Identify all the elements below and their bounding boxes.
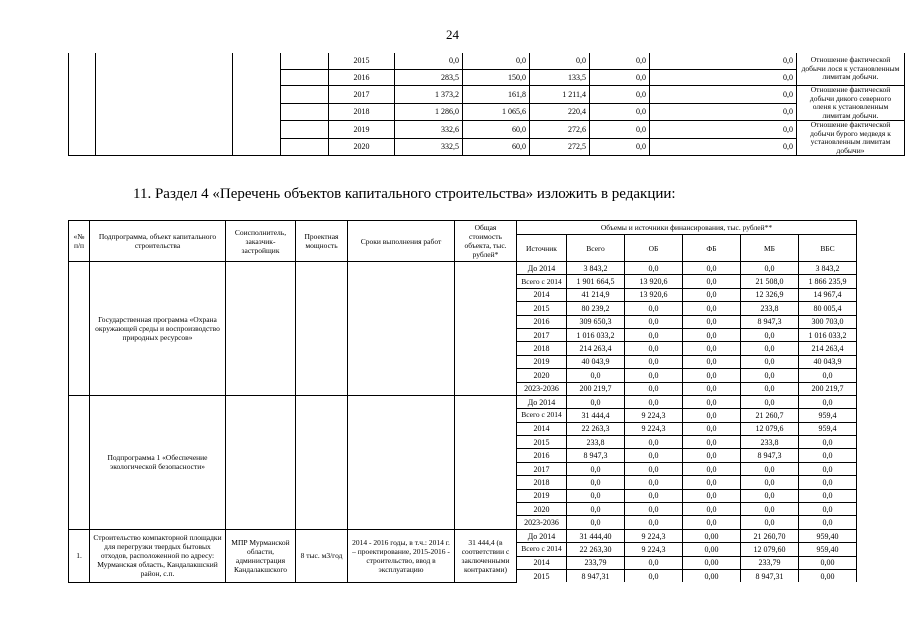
funding-vbs: 1 866 235,9 bbox=[799, 275, 857, 288]
funding-fb: 0,0 bbox=[683, 436, 741, 449]
header-coexec: Соисполнитель, заказчик-застройщик bbox=[226, 221, 296, 262]
funding-vbs: 0,0 bbox=[799, 462, 857, 475]
coexecutor: МПР Мурманской области, администрация Кандалакшского bbox=[226, 529, 296, 582]
funding-vbs: 3 843,2 bbox=[799, 262, 857, 275]
funding-mb: 0,0 bbox=[741, 369, 799, 382]
object-name: Подпрограмма 1 «Обеспечение экологической безопасности» bbox=[90, 395, 226, 529]
funding-mb: 0,0 bbox=[741, 262, 799, 275]
top-value-v3: 272,6 bbox=[530, 121, 590, 139]
funding-row bbox=[69, 529, 857, 542]
funding-source: 2019 bbox=[517, 355, 567, 368]
work-terms: 2014 - 2016 годы, в т.ч.: 2014 г. – проектирование, 2015-2016 - строительство, ввод в эксплуатацию bbox=[348, 529, 455, 582]
funding-fb: 0,0 bbox=[683, 422, 741, 435]
top-empty-cell bbox=[281, 86, 329, 104]
funding-mb: 0,0 bbox=[741, 342, 799, 355]
top-value-v2: 60,0 bbox=[463, 121, 530, 139]
funding-source: 2015 bbox=[517, 569, 567, 582]
object-name: Строительство компакторной площадки для перегрузки твердых бытовых отходов, расположенной по адресу: Мурманская область, Кандалакшский район, с.п. bbox=[90, 529, 226, 582]
funding-mb: 0,0 bbox=[741, 328, 799, 341]
top-note: Отношение фактической добычи лося к установленным лимитам добычи. bbox=[797, 53, 905, 86]
top-value-v4: 0,0 bbox=[590, 138, 650, 156]
funding-source: 2016 bbox=[517, 315, 567, 328]
funding-source: Всего с 2014 bbox=[517, 409, 567, 422]
funding-ob: 0,0 bbox=[625, 262, 683, 275]
funding-vbs: 0,0 bbox=[799, 503, 857, 516]
work-terms bbox=[348, 262, 455, 396]
funding-source: 2023-2036 bbox=[517, 516, 567, 529]
funding-mb: 0,0 bbox=[741, 516, 799, 529]
funding-ob: 0,0 bbox=[625, 436, 683, 449]
total-cost: 31 444,4 (в соответствии с заключенными контрактами) bbox=[455, 529, 517, 582]
funding-total: 0,0 bbox=[567, 462, 625, 475]
funding-total: 0,0 bbox=[567, 395, 625, 408]
funding-mb: 21 260,70 bbox=[741, 529, 799, 542]
funding-total: 1 901 664,5 bbox=[567, 275, 625, 288]
top-value-v4: 0,0 bbox=[590, 53, 650, 69]
header-funding: Объемы и источники финансирования, тыс. рублей** bbox=[517, 221, 857, 235]
funding-total: 8 947,31 bbox=[567, 569, 625, 582]
funding-total: 22 263,3 bbox=[567, 422, 625, 435]
funding-mb: 8 947,31 bbox=[741, 569, 799, 582]
top-value-v3: 133,5 bbox=[530, 69, 590, 86]
top-value-v1: 332,5 bbox=[395, 138, 463, 156]
funding-mb: 0,0 bbox=[741, 395, 799, 408]
top-note: Отношение фактической добычи бурого медведя к установленным лимитам добычи» bbox=[797, 121, 905, 156]
top-value-v1: 0,0 bbox=[395, 53, 463, 69]
row-number bbox=[69, 395, 90, 529]
funding-fb: 0,0 bbox=[683, 328, 741, 341]
funding-total: 31 444,40 bbox=[567, 529, 625, 542]
header-name: Подпрограмма, объект капитального строительства bbox=[90, 221, 226, 262]
top-value-v3: 1 211,4 bbox=[530, 86, 590, 104]
top-value-v3: 272,5 bbox=[530, 138, 590, 156]
funding-source: 2020 bbox=[517, 369, 567, 382]
funding-source: 2015 bbox=[517, 436, 567, 449]
top-value-v5: 0,0 bbox=[650, 121, 797, 139]
funding-source: 2018 bbox=[517, 476, 567, 489]
funding-total: 3 843,2 bbox=[567, 262, 625, 275]
funding-ob: 0,0 bbox=[625, 503, 683, 516]
funding-vbs: 1 016 033,2 bbox=[799, 328, 857, 341]
capacity bbox=[296, 395, 348, 529]
funding-mb: 0,0 bbox=[741, 382, 799, 395]
top-value-v2: 60,0 bbox=[463, 138, 530, 156]
funding-source: До 2014 bbox=[517, 395, 567, 408]
funding-fb: 0,0 bbox=[683, 462, 741, 475]
funding-source: 2014 bbox=[517, 422, 567, 435]
funding-source: 2018 bbox=[517, 342, 567, 355]
header-terms: Сроки выполнения работ bbox=[348, 221, 455, 262]
funding-source: 2017 bbox=[517, 462, 567, 475]
funding-row bbox=[69, 262, 857, 275]
funding-total: 31 444,4 bbox=[567, 409, 625, 422]
page-number: 24 bbox=[446, 27, 459, 42]
top-col-a bbox=[69, 53, 96, 156]
top-year: 2017 bbox=[329, 86, 395, 104]
funding-ob: 9 224,3 bbox=[625, 422, 683, 435]
section-heading: 11. Раздел 4 «Перечень объектов капитального строительства» изложить в редакции: bbox=[133, 186, 676, 202]
funding-ob: 13 920,6 bbox=[625, 288, 683, 301]
funding-ob: 0,0 bbox=[625, 395, 683, 408]
object-name: Государственная программа «Охрана окружающей среды и воспроизводство природных ресурсов» bbox=[90, 262, 226, 396]
top-note: Отношение фактической добычи дикого северного оленя к установленным лимитам добычи. bbox=[797, 86, 905, 121]
main-table bbox=[68, 220, 857, 583]
funding-total: 0,0 bbox=[567, 476, 625, 489]
funding-source: 2020 bbox=[517, 503, 567, 516]
funding-vbs: 0,0 bbox=[799, 489, 857, 502]
funding-vbs: 300 703,0 bbox=[799, 315, 857, 328]
funding-mb: 0,0 bbox=[741, 462, 799, 475]
funding-ob: 0,0 bbox=[625, 489, 683, 502]
funding-vbs: 959,40 bbox=[799, 543, 857, 556]
funding-source: 2016 bbox=[517, 449, 567, 462]
funding-fb: 0,0 bbox=[683, 275, 741, 288]
top-col-c bbox=[233, 53, 281, 156]
top-value-v2: 0,0 bbox=[463, 53, 530, 69]
funding-total: 0,0 bbox=[567, 516, 625, 529]
funding-fb: 0,0 bbox=[683, 395, 741, 408]
capacity: 8 тыс. м3/год bbox=[296, 529, 348, 582]
funding-mb: 8 947,3 bbox=[741, 315, 799, 328]
funding-mb: 21 508,0 bbox=[741, 275, 799, 288]
top-value-v1: 1 373,2 bbox=[395, 86, 463, 104]
top-value-v1: 1 286,0 bbox=[395, 103, 463, 121]
funding-fb: 0,0 bbox=[683, 516, 741, 529]
funding-ob: 9 224,3 bbox=[625, 543, 683, 556]
funding-fb: 0,0 bbox=[683, 489, 741, 502]
funding-fb: 0,00 bbox=[683, 569, 741, 582]
funding-fb: 0,0 bbox=[683, 409, 741, 422]
funding-vbs: 0,0 bbox=[799, 395, 857, 408]
funding-ob: 0,0 bbox=[625, 302, 683, 315]
funding-vbs: 0,00 bbox=[799, 556, 857, 569]
top-empty-cell bbox=[281, 138, 329, 156]
funding-ob: 0,0 bbox=[625, 382, 683, 395]
capacity bbox=[296, 262, 348, 396]
funding-total: 0,0 bbox=[567, 369, 625, 382]
funding-ob: 0,0 bbox=[625, 569, 683, 582]
funding-vbs: 0,0 bbox=[799, 476, 857, 489]
funding-mb: 12 079,60 bbox=[741, 543, 799, 556]
header-num: «№ п/п bbox=[69, 221, 90, 262]
funding-fb: 0,0 bbox=[683, 288, 741, 301]
funding-fb: 0,0 bbox=[683, 262, 741, 275]
funding-mb: 233,8 bbox=[741, 302, 799, 315]
coexecutor bbox=[226, 262, 296, 396]
funding-mb: 233,79 bbox=[741, 556, 799, 569]
header-ob: ОБ bbox=[625, 235, 683, 262]
funding-ob: 0,0 bbox=[625, 369, 683, 382]
funding-total: 8 947,3 bbox=[567, 449, 625, 462]
funding-vbs: 959,40 bbox=[799, 529, 857, 542]
funding-fb: 0,0 bbox=[683, 355, 741, 368]
funding-total: 40 043,9 bbox=[567, 355, 625, 368]
funding-fb: 0,0 bbox=[683, 369, 741, 382]
header-source: Источник bbox=[517, 235, 567, 262]
funding-vbs: 0,0 bbox=[799, 449, 857, 462]
funding-vbs: 40 043,9 bbox=[799, 355, 857, 368]
top-year: 2016 bbox=[329, 69, 395, 86]
funding-mb: 0,0 bbox=[741, 489, 799, 502]
funding-vbs: 0,0 bbox=[799, 516, 857, 529]
total-cost bbox=[455, 262, 517, 396]
funding-mb: 0,0 bbox=[741, 355, 799, 368]
header-fb: ФБ bbox=[683, 235, 741, 262]
top-value-v2: 1 065,6 bbox=[463, 103, 530, 121]
funding-source: 2017 bbox=[517, 328, 567, 341]
header-mb: МБ bbox=[741, 235, 799, 262]
funding-ob: 0,0 bbox=[625, 516, 683, 529]
top-empty-cell bbox=[281, 53, 329, 69]
funding-fb: 0,0 bbox=[683, 449, 741, 462]
top-value-v5: 0,0 bbox=[650, 138, 797, 156]
funding-fb: 0,0 bbox=[683, 476, 741, 489]
top-value-v4: 0,0 bbox=[590, 69, 650, 86]
funding-fb: 0,00 bbox=[683, 556, 741, 569]
funding-total: 0,0 bbox=[567, 503, 625, 516]
top-year: 2015 bbox=[329, 53, 395, 69]
top-table-row bbox=[69, 53, 905, 69]
funding-vbs: 0,0 bbox=[799, 369, 857, 382]
top-col-b bbox=[96, 53, 233, 156]
funding-fb: 0,00 bbox=[683, 543, 741, 556]
coexecutor bbox=[226, 395, 296, 529]
funding-mb: 233,8 bbox=[741, 436, 799, 449]
top-value-v5: 0,0 bbox=[650, 53, 797, 69]
funding-total: 233,8 bbox=[567, 436, 625, 449]
top-value-v5: 0,0 bbox=[650, 103, 797, 121]
funding-source: Всего с 2014 bbox=[517, 543, 567, 556]
top-table bbox=[68, 53, 905, 156]
row-number bbox=[69, 262, 90, 396]
work-terms bbox=[348, 395, 455, 529]
funding-mb: 21 260,7 bbox=[741, 409, 799, 422]
funding-total: 22 263,30 bbox=[567, 543, 625, 556]
top-value-v1: 332,6 bbox=[395, 121, 463, 139]
top-value-v4: 0,0 bbox=[590, 103, 650, 121]
top-value-v2: 161,8 bbox=[463, 86, 530, 104]
funding-total: 80 239,2 bbox=[567, 302, 625, 315]
funding-vbs: 959,4 bbox=[799, 409, 857, 422]
funding-source: 2019 bbox=[517, 489, 567, 502]
top-value-v4: 0,0 bbox=[590, 86, 650, 104]
top-value-v3: 0,0 bbox=[530, 53, 590, 69]
funding-vbs: 80 005,4 bbox=[799, 302, 857, 315]
funding-mb: 0,0 bbox=[741, 503, 799, 516]
top-value-v2: 150,0 bbox=[463, 69, 530, 86]
funding-ob: 0,0 bbox=[625, 315, 683, 328]
header-capacity: Проектная мощность bbox=[296, 221, 348, 262]
funding-fb: 0,0 bbox=[683, 302, 741, 315]
funding-vbs: 959,4 bbox=[799, 422, 857, 435]
funding-ob: 9 224,3 bbox=[625, 409, 683, 422]
funding-fb: 0,0 bbox=[683, 382, 741, 395]
funding-ob: 0,0 bbox=[625, 476, 683, 489]
funding-vbs: 0,00 bbox=[799, 569, 857, 582]
funding-mb: 12 079,6 bbox=[741, 422, 799, 435]
funding-vbs: 14 967,4 bbox=[799, 288, 857, 301]
header-cost: Общая стоимость объекта, тыс. рублей* bbox=[455, 221, 517, 262]
top-year: 2019 bbox=[329, 121, 395, 139]
funding-total: 41 214,9 bbox=[567, 288, 625, 301]
funding-source: 2015 bbox=[517, 302, 567, 315]
funding-ob: 0,0 bbox=[625, 355, 683, 368]
funding-fb: 0,0 bbox=[683, 503, 741, 516]
funding-mb: 8 947,3 bbox=[741, 449, 799, 462]
top-empty-cell bbox=[281, 121, 329, 139]
funding-source: 2023-2036 bbox=[517, 382, 567, 395]
funding-fb: 0,0 bbox=[683, 342, 741, 355]
header-total: Всего bbox=[567, 235, 625, 262]
top-value-v5: 0,0 bbox=[650, 86, 797, 104]
funding-total: 214 263,4 bbox=[567, 342, 625, 355]
top-year: 2020 bbox=[329, 138, 395, 156]
funding-ob: 0,0 bbox=[625, 556, 683, 569]
funding-ob: 13 920,6 bbox=[625, 275, 683, 288]
row-number: 1. bbox=[69, 529, 90, 582]
top-value-v1: 283,5 bbox=[395, 69, 463, 86]
funding-total: 233,79 bbox=[567, 556, 625, 569]
funding-source: До 2014 bbox=[517, 262, 567, 275]
top-year: 2018 bbox=[329, 103, 395, 121]
funding-source: 2014 bbox=[517, 288, 567, 301]
funding-ob: 0,0 bbox=[625, 449, 683, 462]
funding-row bbox=[69, 395, 857, 408]
top-value-v5: 0,0 bbox=[650, 69, 797, 86]
funding-fb: 0,0 bbox=[683, 315, 741, 328]
funding-vbs: 0,0 bbox=[799, 436, 857, 449]
top-empty-cell bbox=[281, 69, 329, 86]
funding-total: 200 219,7 bbox=[567, 382, 625, 395]
funding-total: 309 650,3 bbox=[567, 315, 625, 328]
funding-total: 0,0 bbox=[567, 489, 625, 502]
total-cost bbox=[455, 395, 517, 529]
funding-mb: 12 326,9 bbox=[741, 288, 799, 301]
funding-ob: 0,0 bbox=[625, 462, 683, 475]
funding-ob: 9 224,3 bbox=[625, 529, 683, 542]
top-value-v4: 0,0 bbox=[590, 121, 650, 139]
funding-ob: 0,0 bbox=[625, 342, 683, 355]
funding-ob: 0,0 bbox=[625, 328, 683, 341]
funding-vbs: 214 263,4 bbox=[799, 342, 857, 355]
header-vbs: ВБС bbox=[799, 235, 857, 262]
funding-total: 1 016 033,2 bbox=[567, 328, 625, 341]
funding-source: Всего с 2014 bbox=[517, 275, 567, 288]
funding-mb: 0,0 bbox=[741, 476, 799, 489]
funding-vbs: 200 219,7 bbox=[799, 382, 857, 395]
funding-source: 2014 bbox=[517, 556, 567, 569]
funding-fb: 0,00 bbox=[683, 529, 741, 542]
top-empty-cell bbox=[281, 103, 329, 121]
top-value-v3: 220,4 bbox=[530, 103, 590, 121]
funding-source: До 2014 bbox=[517, 529, 567, 542]
